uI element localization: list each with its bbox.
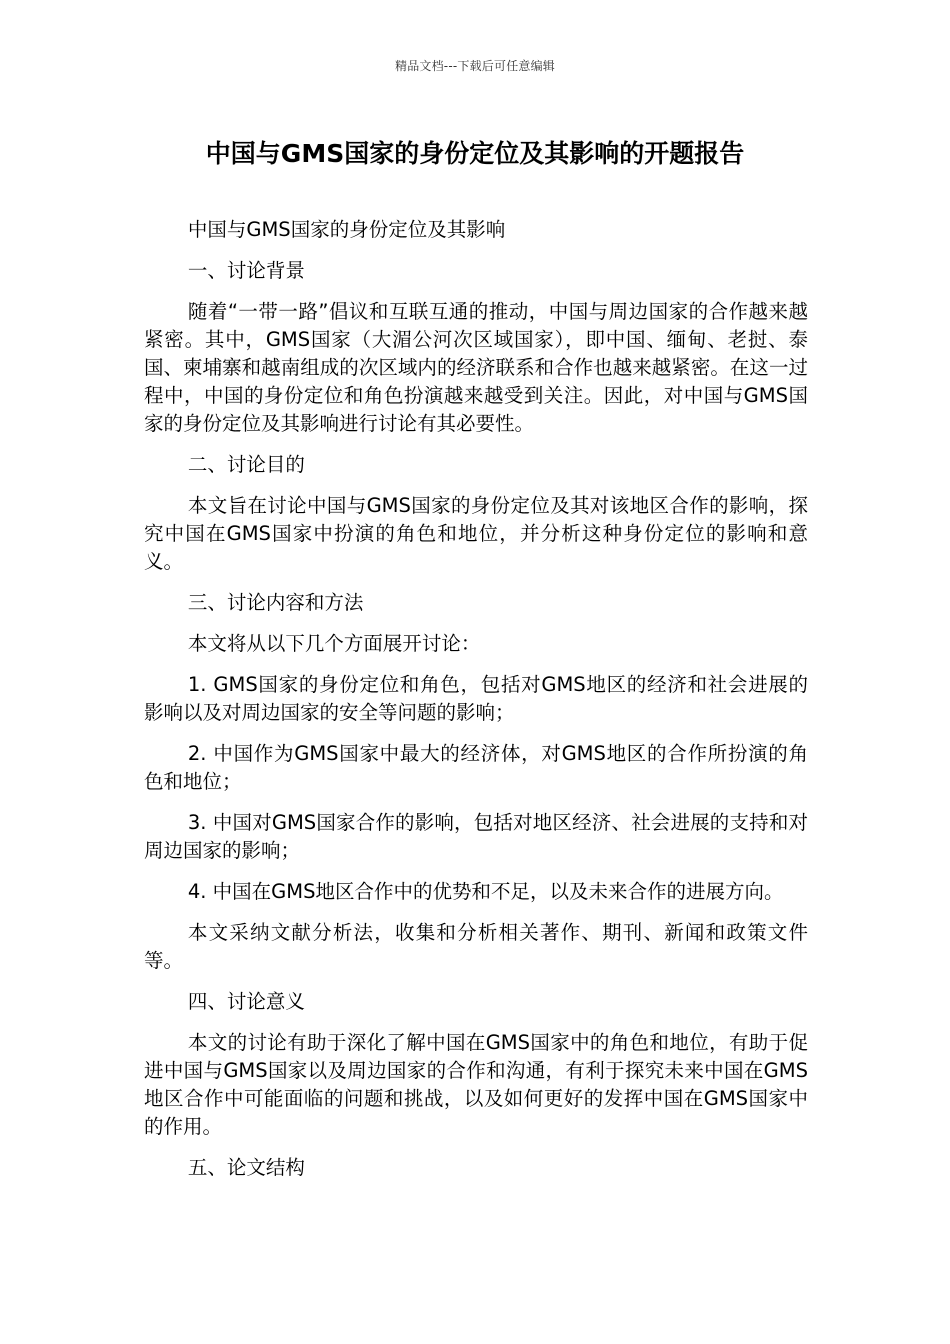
document-body [144, 216, 808, 1195]
method-paragraph: 本文采纳文献分析法，收集和分析相关著作、期刊、新闻和政策文件等。 [144, 921, 808, 972]
background-paragraph: 随着“一带一路”倡议和互联互通的推动，中国与周边国家的合作越来越紧密。其中，GMS国家（大湄公河次区域国家），即中国、缅甸、老挝、泰国、柬埔寨和越南组成的次区域内的经济联系和合作也越来越紧密。在这一过程中，中国的身份定位和角色扮演越来越受到关注。因此，对中国与GMS国家的身份定位及其影响进行讨论有其必要性。 [144, 300, 808, 435]
significance-paragraph: 本文的讨论有助于深化了解中国在GMS国家中的角色和地位，有助于促进中国与GMS国家以及周边国家的合作和沟通，有利于探究未来中国在GMS地区合作中可能面临的问题和挑战，以及如何更好的发挥中国在GMS国家中的作用。 [144, 1031, 808, 1138]
content-item-4: 4. 中国在GMS地区合作中的优势和不足，以及未来合作的进展方向。 [187, 880, 784, 903]
content-item-1: 1. GMS国家的身份定位和角色，包括对GMS地区的经济和社会进展的影响以及对周边国家的安全等问题的影响； [144, 673, 808, 724]
document-title: 中国与GMS国家的身份定位及其影响的开题报告 [205, 139, 745, 168]
section-heading-purpose: 二、讨论目的 [187, 453, 305, 476]
content-item-2: 2. 中国作为GMS国家中最大的经济体，对GMS地区的合作所扮演的角色和地位； [144, 742, 808, 793]
section-heading-background: 一、讨论背景 [187, 259, 305, 282]
purpose-paragraph: 本文旨在讨论中国与GMS国家的身份定位及其对该地区合作的影响，探究中国在GMS国家中扮演的角色和地位，并分析这种身份定位的影响和意义。 [144, 494, 808, 573]
page-header: 精品文档---下载后可任意编辑 [395, 59, 555, 73]
subtitle-paragraph: 中国与GMS国家的身份定位及其影响 [187, 218, 506, 241]
section-heading-content-method: 三、讨论内容和方法 [187, 591, 364, 614]
content-intro-paragraph: 本文将从以下几个方面展开讨论： [187, 632, 481, 655]
section-heading-significance: 四、讨论意义 [187, 990, 305, 1013]
content-item-3: 3. 中国对GMS国家合作的影响，包括对地区经济、社会进展的支持和对周边国家的影响； [144, 811, 808, 862]
section-heading-structure: 五、论文结构 [187, 1156, 305, 1179]
